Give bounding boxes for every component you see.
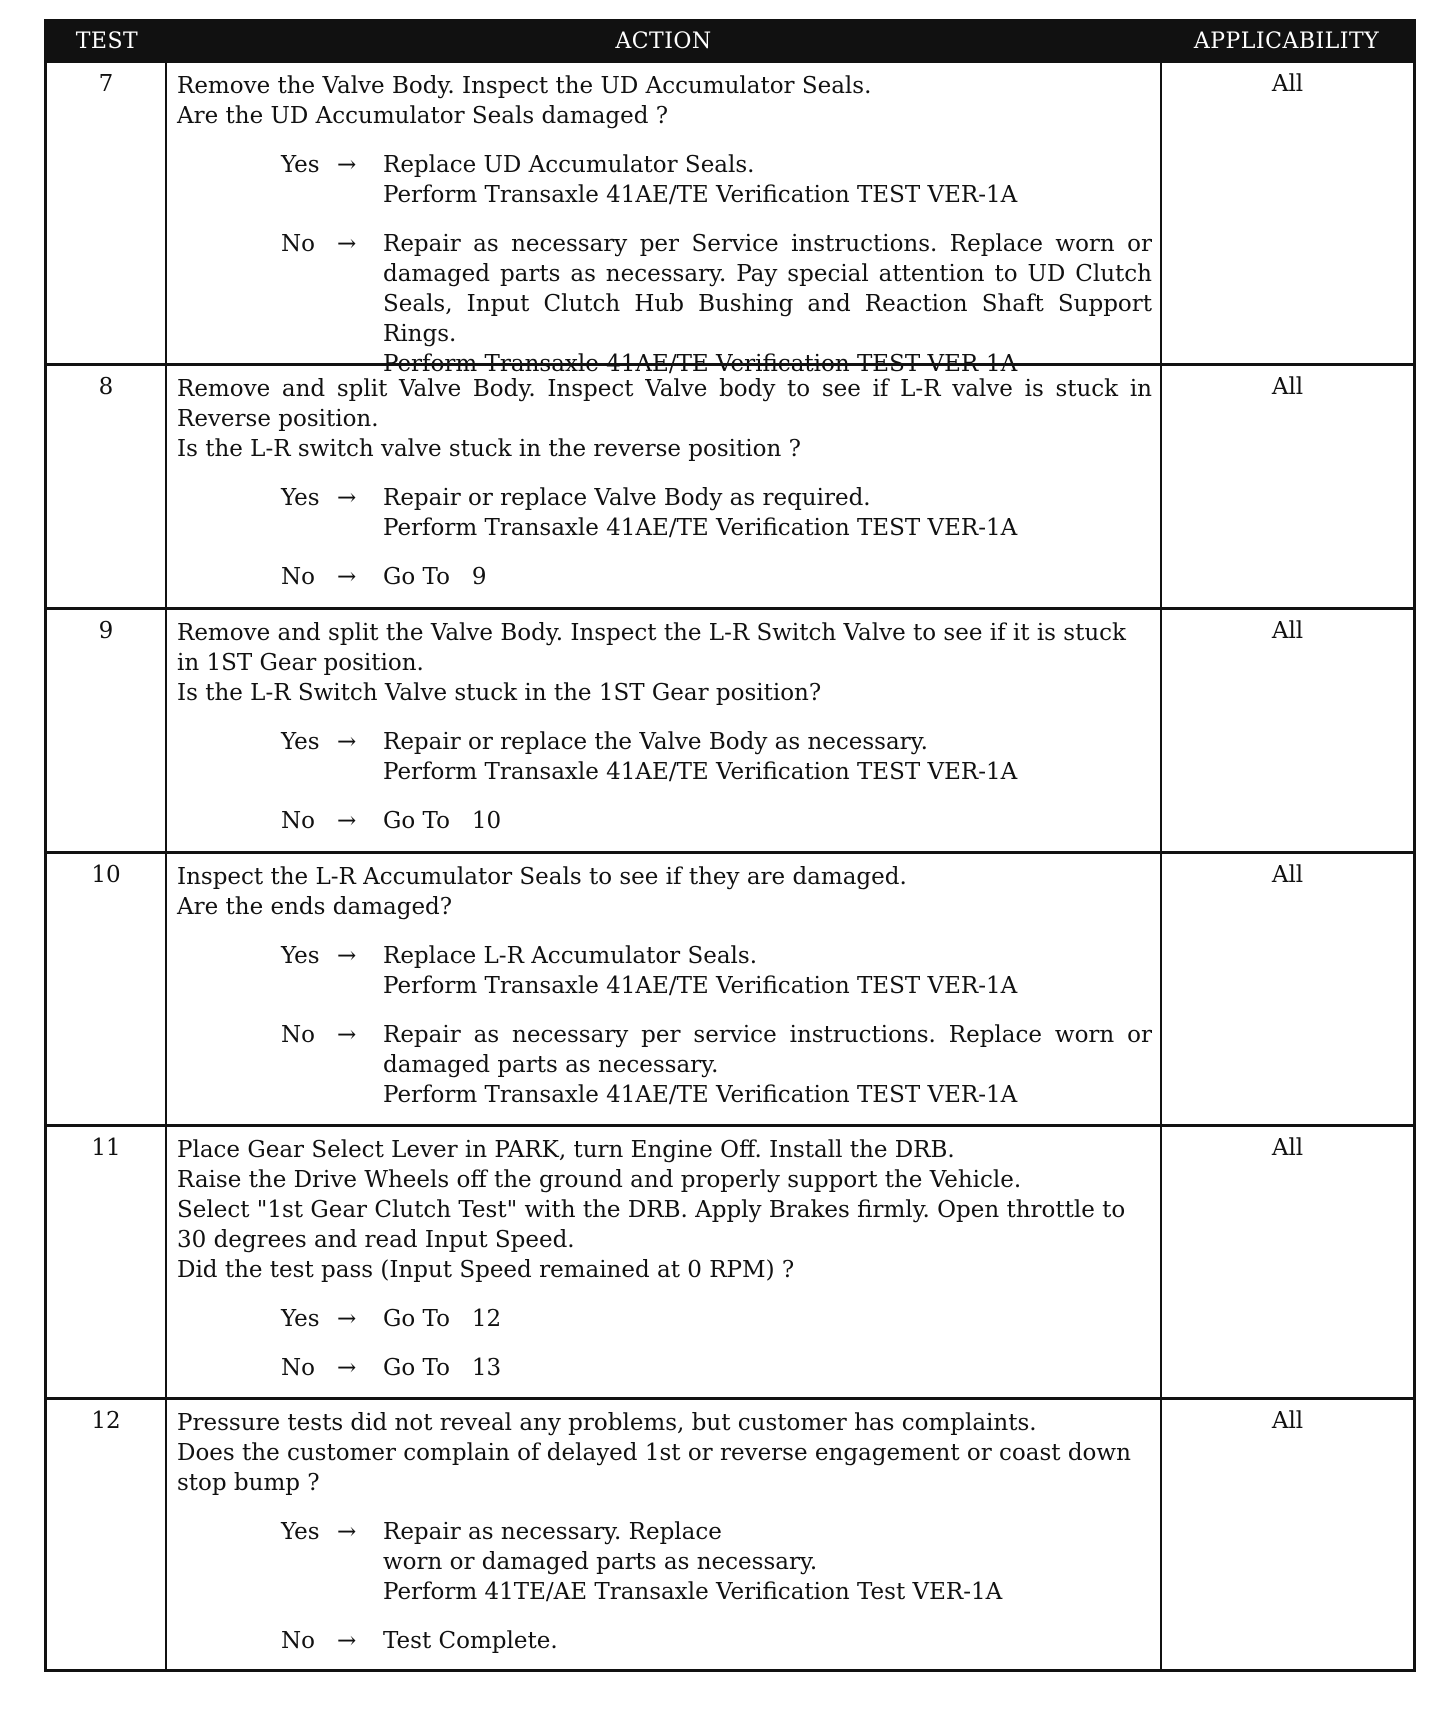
yes-text: Perform Transaxle 41AE/TE Verification TEST VER-1A [383,182,1018,208]
arrow-right-icon: → [337,1022,357,1048]
table-header [47,22,1413,60]
yes-label: Yes [281,729,320,755]
yes-branch [281,727,1152,787]
no-label: No [281,1628,315,1654]
applicability-value: All [1160,63,1413,363]
question-line: Are the ends damaged? [177,894,453,920]
arrow-right-icon: → [337,564,357,590]
test-number: 8 [47,366,167,607]
yes-label: Yes [281,485,320,511]
action-cell [167,63,1160,377]
go-to-link[interactable]: Go To 13 [383,1355,502,1381]
test-number: 12 [47,1400,167,1669]
no-label: No [281,231,315,257]
yes-branch [281,1304,1152,1334]
arrow-right-icon: → [337,1519,357,1545]
go-to-link[interactable]: Go To 10 [383,808,502,834]
question-line: Place Gear Select Lever in PARK, turn Engine Off. Install the DRB. [177,1137,955,1163]
no-text: Repair as necessary per service instructions. Replace worn or damaged parts as necessary. [383,1022,1152,1078]
applicability-value: All [1160,1400,1413,1669]
yes-label: Yes [281,1306,320,1332]
no-text: Repair as necessary per Service instructions. Replace worn or damaged parts as necessary. Pay special attention to UD Clutch Seals, Input Clutch Hub Bushing and Reaction Shaft Support Rings. [383,231,1152,347]
yes-branch [281,483,1152,543]
diagnostic-table [44,19,1416,1672]
yes-text: Repair or replace the Valve Body as necessary. [383,729,928,755]
no-text: Perform Transaxle 41AE/TE Verification TEST VER-1A [383,351,1018,377]
no-branch [281,562,1152,592]
yes-text: Repair as necessary. Replace [383,1519,722,1545]
table-row [47,1397,1413,1669]
question-line: Does the customer complain of delayed 1st or reverse engagement or coast down stop bump ? [177,1440,1131,1496]
question-line: Remove the Valve Body. Inspect the UD Accumulator Seals. [177,73,872,99]
arrow-right-icon: → [337,729,357,755]
header-test: TEST [75,28,139,54]
no-branch [281,229,1152,379]
arrow-right-icon: → [337,485,357,511]
question-line: Select "1st Gear Clutch Test" with the DRB. Apply Brakes firmly. Open throttle to 30 degrees and read Input Speed. [177,1197,1126,1253]
question-line: Remove and split the Valve Body. Inspect the L-R Switch Valve to see if it is stuck in 1ST Gear position. [177,620,1126,676]
arrow-right-icon: → [337,808,357,834]
action-cell [167,1400,1160,1669]
no-label: No [281,564,315,590]
header-action: ACTION [615,28,712,54]
action-cell [167,854,1160,1124]
table-row [47,851,1413,1124]
test-number: 7 [47,63,167,363]
no-branch [281,1626,1152,1656]
go-to-link[interactable]: Go To 12 [383,1306,502,1332]
no-branch [281,806,1152,836]
yes-branch [281,941,1152,1001]
yes-text: Replace UD Accumulator Seals. [383,152,755,178]
question-line: Remove and split Valve Body. Inspect Valve body to see if L-R valve is stuck in Reverse position. [177,376,1152,432]
arrow-right-icon: → [337,1628,357,1654]
action-cell [167,366,1160,607]
no-text: Test Complete. [383,1628,558,1654]
yes-branch [281,1517,1152,1607]
arrow-right-icon: → [337,1306,357,1332]
yes-label: Yes [281,1519,320,1545]
question-line: Inspect the L-R Accumulator Seals to see if they are damaged. [177,864,907,890]
applicability-value: All [1160,366,1413,607]
yes-text: Perform Transaxle 41AE/TE Verification TEST VER-1A [383,973,1018,999]
action-cell [167,610,1160,851]
table-row [47,60,1413,377]
no-branch [281,1020,1152,1110]
question-line: Did the test pass (Input Speed remained at 0 RPM) ? [177,1257,795,1283]
table-row [47,1124,1413,1397]
arrow-right-icon: → [337,943,357,969]
question-line: Is the L-R switch valve stuck in the reverse position ? [177,436,801,462]
question-line: Is the L-R Switch Valve stuck in the 1ST Gear position? [177,680,822,706]
table-row [47,607,1413,851]
yes-branch [281,150,1152,210]
yes-text: Perform 41TE/AE Transaxle Verification Test VER-1A [383,1579,1003,1605]
question-line: Raise the Drive Wheels off the ground and properly support the Vehicle. [177,1167,1022,1193]
applicability-value: All [1160,610,1413,851]
header-applicability: APPLICABILITY [1193,28,1380,54]
no-label: No [281,1355,315,1381]
yes-text: Repair or replace Valve Body as required. [383,485,871,511]
arrow-right-icon: → [337,231,357,257]
yes-text: Perform Transaxle 41AE/TE Verification TEST VER-1A [383,759,1018,785]
table-row [47,363,1413,607]
yes-text: worn or damaged parts as necessary. [383,1549,818,1575]
arrow-right-icon: → [337,1355,357,1381]
no-branch [281,1353,1152,1383]
question-line: Pressure tests did not reveal any problems, but customer has complaints. [177,1410,1037,1436]
test-number: 11 [47,1127,167,1397]
test-number: 10 [47,854,167,1124]
yes-label: Yes [281,943,320,969]
action-cell [167,1127,1160,1397]
yes-label: Yes [281,152,320,178]
applicability-value: All [1160,1127,1413,1397]
no-label: No [281,808,315,834]
arrow-right-icon: → [337,152,357,178]
question-line: Are the UD Accumulator Seals damaged ? [177,103,669,129]
no-label: No [281,1022,315,1048]
test-number: 9 [47,610,167,851]
go-to-link[interactable]: Go To 9 [383,564,487,590]
applicability-value: All [1160,854,1413,1124]
yes-text: Perform Transaxle 41AE/TE Verification TEST VER-1A [383,515,1018,541]
yes-text: Replace L-R Accumulator Seals. [383,943,758,969]
no-text: Perform Transaxle 41AE/TE Verification TEST VER-1A [383,1082,1018,1108]
